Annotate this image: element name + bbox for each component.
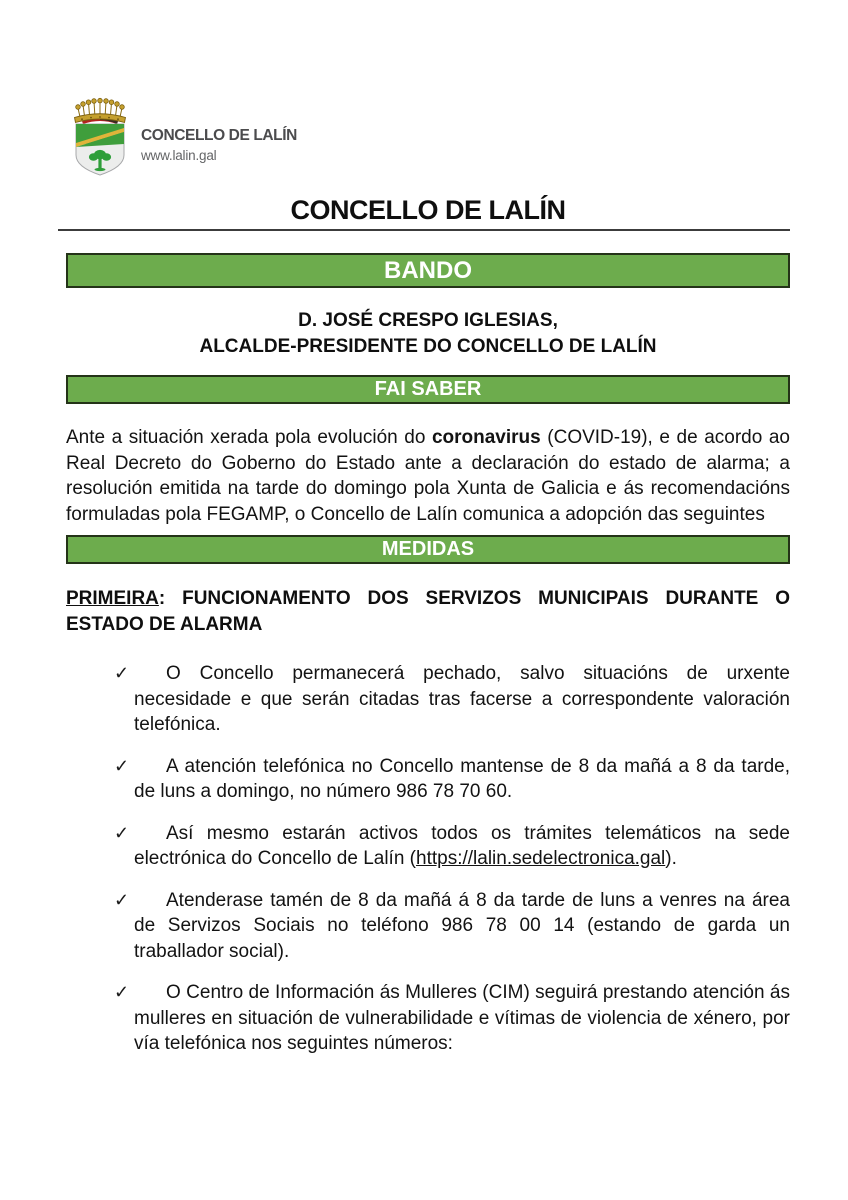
bando-banner: BANDO bbox=[66, 253, 790, 288]
section-heading bbox=[66, 586, 790, 637]
measure-item-social-services bbox=[66, 888, 790, 965]
checkmark-icon: ✓ bbox=[114, 982, 130, 1002]
letterhead bbox=[72, 97, 790, 177]
measure-text-post: ). bbox=[665, 848, 677, 869]
measure-item-electronic-office bbox=[66, 821, 790, 872]
intro-bold-word: coronavirus bbox=[431, 427, 541, 448]
checkmark-icon: ✓ bbox=[114, 755, 130, 776]
measure-text-pre: Así mesmo estarán activos todos os trámites telemáticos na sede electrónica do Concello de Lalín ( bbox=[134, 822, 790, 869]
sede-electronica-link[interactable]: https://lalin.sedelectronica.gal bbox=[416, 848, 666, 869]
measure-text bbox=[134, 821, 790, 872]
section-heading-ordinal: PRIMEIRA bbox=[66, 588, 159, 609]
checkmark-icon: ✓ bbox=[114, 889, 130, 910]
authority-role: ALCALDE-PRESIDENTE DO CONCELLO DE LALÍN bbox=[199, 335, 657, 357]
section-heading-line1 bbox=[66, 586, 790, 612]
letterhead-website: www.lalin.gal bbox=[141, 148, 217, 163]
measure-item-phone-hours bbox=[66, 754, 790, 805]
checkmark-icon: ✓ bbox=[114, 822, 130, 843]
page-title: CONCELLO DE LALÍN bbox=[290, 195, 566, 225]
measures-list bbox=[66, 661, 790, 1057]
measure-text: O Concello permanecerá pechado, salvo situacións de urxente necesidade e que serán citadas tras facerse a correspondente valoración telefónica. bbox=[134, 663, 790, 735]
section-heading-line2: ESTADO DE ALARMA bbox=[66, 613, 263, 635]
measure-item-cim bbox=[66, 980, 790, 1057]
measure-item-closure bbox=[66, 661, 790, 738]
municipal-crest-icon bbox=[72, 97, 128, 176]
measure-text: O Centro de Información ás Mulleres (CIM) seguirá prestando atención ás mulleres en situación de vulnerabilidade e vítimas de violencia de xénero, por vía telefónica nos seguintes números: bbox=[134, 982, 790, 1054]
letterhead-org-name: CONCELLO DE LALÍN bbox=[141, 127, 297, 144]
checkmark-icon: ✓ bbox=[114, 663, 130, 683]
intro-text-post: (COVID-19), e de acordo ao Real Decreto do Goberno do Estado ante a declaración do estado de alarma; a resolución emitida na tarde do domingo pola Xunta de Galicia e ás recomendacións formuladas pola FEGAMP, o Concello de Lalín comunica a adopción das seguintes bbox=[66, 427, 790, 525]
section-heading-rest: : FUNCIONAMENTO DOS SERVIZOS MUNICIPAIS DURANTE O bbox=[158, 588, 790, 609]
letterhead-text bbox=[141, 97, 297, 163]
authority-block bbox=[66, 308, 790, 359]
measure-text: A atención telefónica no Concello mantense de 8 da mañá a 8 da tarde, de luns a domingo, no número 986 78 70 60. bbox=[134, 755, 790, 802]
intro-paragraph bbox=[66, 425, 790, 527]
medidas-banner: MEDIDAS bbox=[66, 535, 790, 564]
fai-saber-banner: FAI SABER bbox=[66, 375, 790, 404]
title-divider bbox=[58, 229, 790, 231]
authority-name: D. JOSÉ CRESPO IGLESIAS, bbox=[298, 310, 558, 331]
intro-text-pre: Ante a situación xerada pola evolución do bbox=[66, 427, 432, 448]
measure-text: Atenderase tamén de 8 da mañá á 8 da tarde de luns a venres na área de Servizos Sociais no teléfono 986 78 00 14 (estando de garda un traballador social). bbox=[134, 889, 790, 962]
